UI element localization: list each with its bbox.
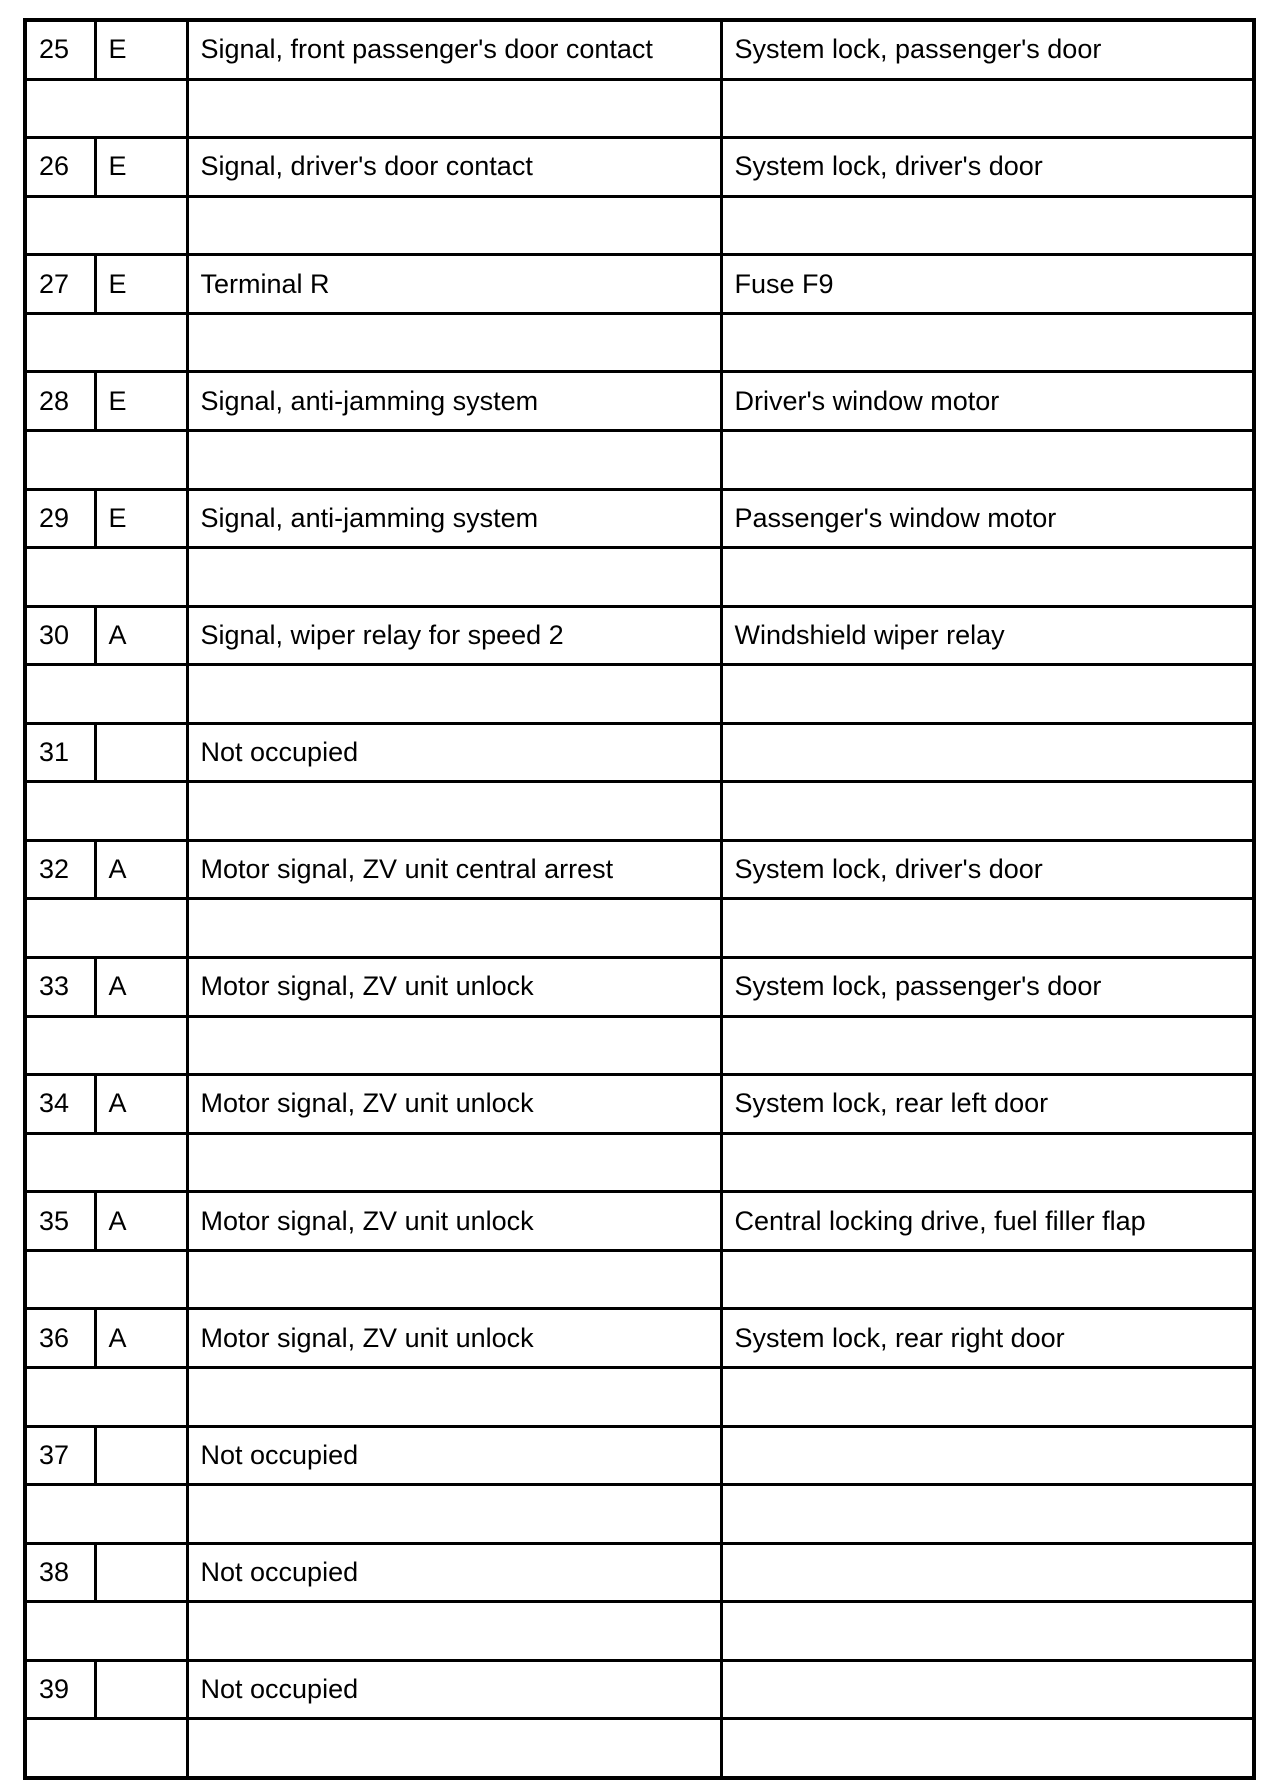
signal-type: E <box>95 20 187 79</box>
connection-target: System lock, passenger's door <box>721 20 1254 79</box>
empty-cell <box>721 1485 1254 1544</box>
table-row <box>25 723 1254 782</box>
table-spacer-row <box>25 782 1254 841</box>
signal-type: A <box>95 1192 187 1251</box>
table-spacer-row <box>25 1133 1254 1192</box>
empty-cell <box>25 1133 187 1192</box>
empty-cell <box>25 665 187 724</box>
signal-type <box>95 1543 187 1602</box>
connection-target: Passenger's window motor <box>721 489 1254 548</box>
signal-description: Motor signal, ZV unit unlock <box>187 958 721 1017</box>
signal-type: E <box>95 255 187 314</box>
pin-number: 36 <box>25 1309 95 1368</box>
empty-cell <box>187 665 721 724</box>
empty-cell <box>721 782 1254 841</box>
empty-cell <box>25 1250 187 1309</box>
empty-cell <box>25 1367 187 1426</box>
empty-cell <box>187 1133 721 1192</box>
pin-assignment-table <box>23 18 1256 1780</box>
connection-target: System lock, rear right door <box>721 1309 1254 1368</box>
empty-cell <box>721 313 1254 372</box>
table-spacer-row <box>25 196 1254 255</box>
signal-description: Not occupied <box>187 1543 721 1602</box>
pin-number: 34 <box>25 1075 95 1134</box>
pin-number: 25 <box>25 20 95 79</box>
connection-target <box>721 1543 1254 1602</box>
signal-type: A <box>95 1075 187 1134</box>
empty-cell <box>187 313 721 372</box>
table-row <box>25 840 1254 899</box>
connection-target <box>721 1660 1254 1719</box>
table-row <box>25 255 1254 314</box>
connection-target: System lock, passenger's door <box>721 958 1254 1017</box>
empty-cell <box>25 899 187 958</box>
empty-cell <box>721 548 1254 607</box>
table-spacer-row <box>25 899 1254 958</box>
signal-description: Motor signal, ZV unit central arrest <box>187 840 721 899</box>
empty-cell <box>25 548 187 607</box>
signal-type: E <box>95 489 187 548</box>
pin-number: 32 <box>25 840 95 899</box>
signal-description: Signal, wiper relay for speed 2 <box>187 606 721 665</box>
pin-number: 27 <box>25 255 95 314</box>
empty-cell <box>25 1016 187 1075</box>
empty-cell <box>187 782 721 841</box>
empty-cell <box>25 313 187 372</box>
empty-cell <box>721 1016 1254 1075</box>
empty-cell <box>187 1016 721 1075</box>
signal-type: E <box>95 372 187 431</box>
pin-table-body <box>25 20 1254 1778</box>
empty-cell <box>25 79 187 138</box>
table-spacer-row <box>25 1250 1254 1309</box>
connection-target: Windshield wiper relay <box>721 606 1254 665</box>
connection-target: Fuse F9 <box>721 255 1254 314</box>
table-row <box>25 489 1254 548</box>
table-spacer-row <box>25 430 1254 489</box>
connection-target <box>721 723 1254 782</box>
empty-cell <box>721 1367 1254 1426</box>
table-row <box>25 20 1254 79</box>
empty-cell <box>721 79 1254 138</box>
table-row <box>25 1543 1254 1602</box>
signal-description: Signal, anti-jamming system <box>187 372 721 431</box>
empty-cell <box>187 1367 721 1426</box>
signal-description: Signal, anti-jamming system <box>187 489 721 548</box>
empty-cell <box>721 196 1254 255</box>
pin-number: 35 <box>25 1192 95 1251</box>
empty-cell <box>721 1602 1254 1661</box>
table-spacer-row <box>25 1602 1254 1661</box>
empty-cell <box>187 79 721 138</box>
signal-type <box>95 1660 187 1719</box>
empty-cell <box>187 430 721 489</box>
empty-cell <box>25 1719 187 1778</box>
empty-cell <box>25 1485 187 1544</box>
empty-cell <box>25 1602 187 1661</box>
table-spacer-row <box>25 1016 1254 1075</box>
table-row <box>25 372 1254 431</box>
empty-cell <box>187 1250 721 1309</box>
signal-description: Motor signal, ZV unit unlock <box>187 1075 721 1134</box>
empty-cell <box>721 1719 1254 1778</box>
empty-cell <box>721 665 1254 724</box>
signal-description: Motor signal, ZV unit unlock <box>187 1192 721 1251</box>
table-spacer-row <box>25 665 1254 724</box>
empty-cell <box>187 1485 721 1544</box>
pin-number: 39 <box>25 1660 95 1719</box>
empty-cell <box>721 1250 1254 1309</box>
empty-cell <box>721 430 1254 489</box>
signal-description: Not occupied <box>187 723 721 782</box>
signal-description: Terminal R <box>187 255 721 314</box>
pin-number: 38 <box>25 1543 95 1602</box>
empty-cell <box>25 430 187 489</box>
signal-description: Not occupied <box>187 1660 721 1719</box>
empty-cell <box>187 1602 721 1661</box>
table-row <box>25 1426 1254 1485</box>
pin-number: 31 <box>25 723 95 782</box>
connection-target <box>721 1426 1254 1485</box>
empty-cell <box>187 548 721 607</box>
empty-cell <box>25 196 187 255</box>
table-spacer-row <box>25 79 1254 138</box>
table-row <box>25 958 1254 1017</box>
signal-type: E <box>95 138 187 197</box>
signal-description: Motor signal, ZV unit unlock <box>187 1309 721 1368</box>
table-row <box>25 138 1254 197</box>
connection-target: System lock, driver's door <box>721 138 1254 197</box>
empty-cell <box>721 1133 1254 1192</box>
table-spacer-row <box>25 548 1254 607</box>
table-spacer-row <box>25 313 1254 372</box>
signal-type: A <box>95 1309 187 1368</box>
table-row <box>25 1309 1254 1368</box>
signal-type <box>95 1426 187 1485</box>
signal-type <box>95 723 187 782</box>
pin-number: 28 <box>25 372 95 431</box>
connection-target: System lock, rear left door <box>721 1075 1254 1134</box>
table-row <box>25 1660 1254 1719</box>
pin-number: 33 <box>25 958 95 1017</box>
empty-cell <box>721 899 1254 958</box>
pin-number: 30 <box>25 606 95 665</box>
empty-cell <box>25 782 187 841</box>
signal-description: Not occupied <box>187 1426 721 1485</box>
empty-cell <box>187 1719 721 1778</box>
table-spacer-row <box>25 1367 1254 1426</box>
connection-target: Central locking drive, fuel filler flap <box>721 1192 1254 1251</box>
pin-number: 26 <box>25 138 95 197</box>
table-row <box>25 1075 1254 1134</box>
signal-type: A <box>95 606 187 665</box>
signal-description: Signal, front passenger's door contact <box>187 20 721 79</box>
table-spacer-row <box>25 1719 1254 1778</box>
connection-target: Driver's window motor <box>721 372 1254 431</box>
table-row <box>25 606 1254 665</box>
connection-target: System lock, driver's door <box>721 840 1254 899</box>
table-row <box>25 1192 1254 1251</box>
empty-cell <box>187 899 721 958</box>
signal-description: Signal, driver's door contact <box>187 138 721 197</box>
pin-number: 29 <box>25 489 95 548</box>
pin-number: 37 <box>25 1426 95 1485</box>
signal-type: A <box>95 840 187 899</box>
table-spacer-row <box>25 1485 1254 1544</box>
signal-type: A <box>95 958 187 1017</box>
empty-cell <box>187 196 721 255</box>
